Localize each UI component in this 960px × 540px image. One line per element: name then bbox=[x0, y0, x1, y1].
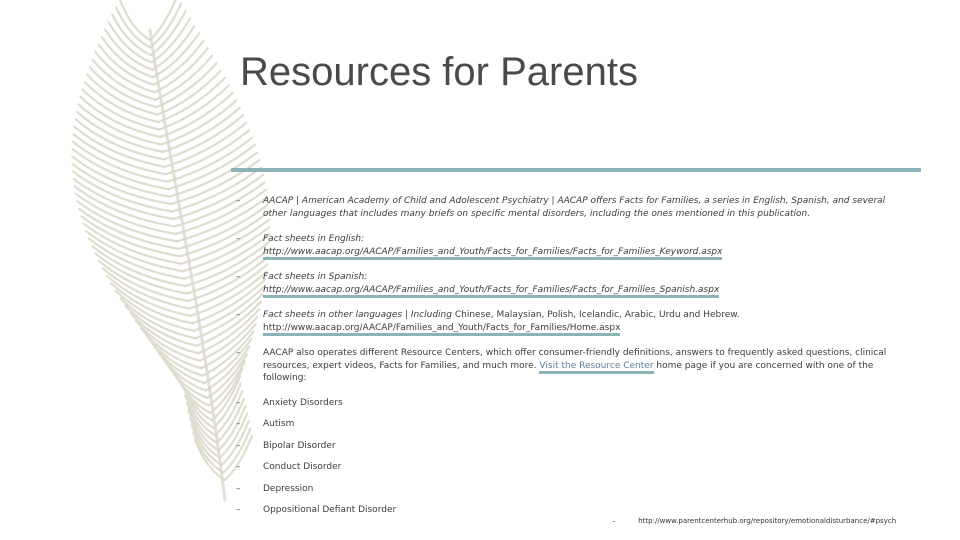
bullet-dash: – bbox=[236, 505, 241, 515]
spanish-link[interactable]: http://www.aacap.org/AACAP/Families_and_Youth/Facts_for_Families/Facts_for_Families_Spanish.aspx bbox=[263, 285, 719, 298]
condition-label: Oppositional Defiant Disorder bbox=[263, 505, 397, 515]
feather-barb bbox=[87, 75, 157, 115]
feather-barb bbox=[158, 351, 206, 391]
feather-barb bbox=[111, 283, 192, 323]
feather-barb bbox=[116, 7, 150, 47]
feather-barb bbox=[107, 276, 191, 316]
other-languages-link[interactable]: http://www.aacap.org/AACAP/Families_and_Youth/Facts_for_Families/Home.aspx bbox=[263, 323, 620, 336]
feather-barb bbox=[188, 410, 218, 450]
condition-label: Bipolar Disorder bbox=[263, 440, 336, 451]
page-title: Resources for Parents bbox=[240, 50, 638, 94]
feather-barb bbox=[112, 15, 151, 55]
bullet-dash: – bbox=[236, 440, 241, 451]
feather-barb bbox=[192, 425, 222, 465]
condition-item bbox=[236, 461, 906, 474]
feather-barb bbox=[120, 0, 150, 40]
feather-barb bbox=[73, 142, 167, 182]
feather-barb bbox=[74, 179, 174, 219]
feather-barb bbox=[163, 108, 240, 152]
feather-barb bbox=[152, 343, 204, 383]
aacap-intro-text: AACAP | American Academy of Child and Adolescent Psychiatry | AACAP offers Facts for Families, a series in English, Spanish, and several other languages that includes many briefs on specific mental disorders, including the ones mentioned in this publication. bbox=[263, 196, 886, 219]
feather-barb bbox=[187, 403, 217, 443]
feather-barb bbox=[79, 104, 162, 144]
feather-barb bbox=[77, 201, 177, 241]
english-link[interactable]: http://www.aacap.org/AACAP/Families_and_Youth/Facts_for_Families/Facts_for_Families_Keyword.aspx bbox=[263, 247, 722, 260]
feather-barb bbox=[89, 239, 184, 279]
feather-barb bbox=[84, 224, 182, 264]
other-languages-label: Fact sheets in other languages | Including bbox=[263, 310, 452, 320]
condition-item bbox=[236, 483, 906, 496]
feather-barb bbox=[150, 3, 181, 47]
feather-barb bbox=[76, 194, 176, 234]
feather-barb bbox=[152, 26, 194, 70]
feather-barb bbox=[103, 268, 189, 308]
feather-barb bbox=[164, 115, 243, 159]
feather-barb bbox=[170, 153, 257, 197]
feather-barb bbox=[99, 45, 154, 85]
feather-barb bbox=[125, 306, 196, 346]
feather-barb bbox=[83, 89, 160, 129]
feather-barb bbox=[85, 82, 159, 122]
condition-label: Depression bbox=[263, 483, 314, 494]
feather-barb bbox=[92, 246, 185, 286]
feather-barb bbox=[158, 78, 224, 122]
feather-barb bbox=[74, 127, 164, 167]
resource-center-link[interactable]: Visit the Resource Center bbox=[539, 361, 653, 374]
bullet-dash: – bbox=[236, 348, 241, 358]
condition-label: Autism bbox=[263, 419, 295, 429]
bullet-dash: – bbox=[236, 196, 241, 206]
feather-barb bbox=[81, 216, 180, 256]
feather-barb bbox=[155, 48, 208, 92]
bullet-dash: – bbox=[236, 397, 241, 408]
feather-barb bbox=[136, 321, 200, 361]
feather-barb bbox=[167, 138, 252, 182]
condition-item bbox=[236, 418, 906, 431]
feather-barb bbox=[80, 97, 160, 137]
feather-barb bbox=[105, 30, 152, 70]
resource-centers-text: AACAP also operates different Resource Centers, which offer consumer-friendly definitions, answers to frequently asked questions, clinical resources, expert videos, Facts for Families, and much more. bbox=[263, 348, 887, 371]
condition-item bbox=[236, 504, 906, 517]
feather-barb bbox=[169, 365, 209, 405]
list-item bbox=[236, 195, 906, 220]
feather-barb bbox=[195, 440, 225, 480]
feather-barb bbox=[154, 41, 204, 85]
condition-item bbox=[236, 397, 906, 410]
feather-barb bbox=[146, 336, 202, 376]
feather-barb bbox=[160, 93, 232, 137]
footer-url[interactable]: http://www.parentcenterhub.org/repository/emotionaldisturbance/#psych bbox=[638, 517, 897, 525]
feather-barb bbox=[102, 37, 153, 77]
feather-barb bbox=[165, 123, 246, 167]
condition-label: Conduct Disorder bbox=[263, 462, 342, 472]
feather-barb bbox=[75, 186, 175, 226]
feather-barb bbox=[76, 119, 164, 159]
resource-list bbox=[236, 195, 906, 517]
feather-barb bbox=[159, 85, 228, 129]
feather-barb bbox=[86, 231, 182, 271]
feather-barb bbox=[99, 261, 188, 301]
bullet-dash: – bbox=[236, 234, 241, 244]
feather-barb bbox=[96, 52, 155, 92]
feather-barb bbox=[184, 388, 214, 428]
feather-barb bbox=[162, 100, 237, 144]
feather-barb bbox=[152, 18, 191, 62]
feather-barb bbox=[141, 328, 201, 368]
condition-label: Anxiety Disorders bbox=[263, 397, 343, 408]
feather-barb bbox=[151, 11, 186, 55]
feather-barb bbox=[77, 112, 163, 152]
condition-item bbox=[236, 440, 906, 453]
footer-source bbox=[612, 517, 896, 525]
spanish-label: Fact sheets in Spanish: bbox=[263, 272, 368, 282]
feather-barb bbox=[157, 63, 217, 107]
list-item bbox=[236, 271, 906, 296]
feather-barb bbox=[193, 433, 223, 473]
feather-barb bbox=[163, 358, 207, 398]
footer-dash: – bbox=[612, 517, 616, 525]
feather-barb bbox=[190, 418, 220, 458]
feather-barb bbox=[153, 33, 199, 77]
feather-barb bbox=[150, 0, 177, 40]
feather-barb bbox=[72, 157, 169, 197]
bullet-dash: – bbox=[236, 462, 241, 472]
list-item bbox=[236, 309, 906, 334]
english-label: Fact sheets in English: bbox=[263, 234, 365, 244]
feather-barb bbox=[175, 373, 211, 413]
feather-barb bbox=[93, 60, 156, 100]
feather-barb bbox=[185, 395, 215, 435]
bullet-dash: – bbox=[236, 310, 241, 320]
feather-barb bbox=[73, 149, 169, 189]
languages-text: Chinese, Malaysian, Polish, Icelandic, Arabic, Urdu and Hebrew. bbox=[454, 310, 740, 320]
feather-barb bbox=[121, 298, 196, 338]
feather-barb bbox=[116, 291, 194, 331]
bullet-dash: – bbox=[236, 419, 241, 429]
feather-barb bbox=[130, 313, 198, 353]
feather-barb bbox=[74, 134, 166, 174]
feather-barb bbox=[73, 172, 172, 212]
list-item bbox=[236, 347, 906, 385]
feather-barb bbox=[90, 67, 157, 107]
bullet-dash: – bbox=[236, 483, 241, 494]
feather-barb bbox=[109, 22, 152, 62]
feather-barb bbox=[73, 164, 171, 204]
feather-barb bbox=[181, 380, 212, 420]
feather-barb bbox=[79, 209, 178, 249]
list-item bbox=[236, 233, 906, 258]
title-divider bbox=[231, 168, 921, 172]
bullet-dash: – bbox=[236, 272, 241, 282]
feather-barb bbox=[157, 71, 220, 115]
feather-barb bbox=[156, 56, 213, 100]
resource-centers-text-end: home page if you are concerned with one of the following: bbox=[263, 360, 874, 383]
feather-barb bbox=[96, 254, 187, 294]
